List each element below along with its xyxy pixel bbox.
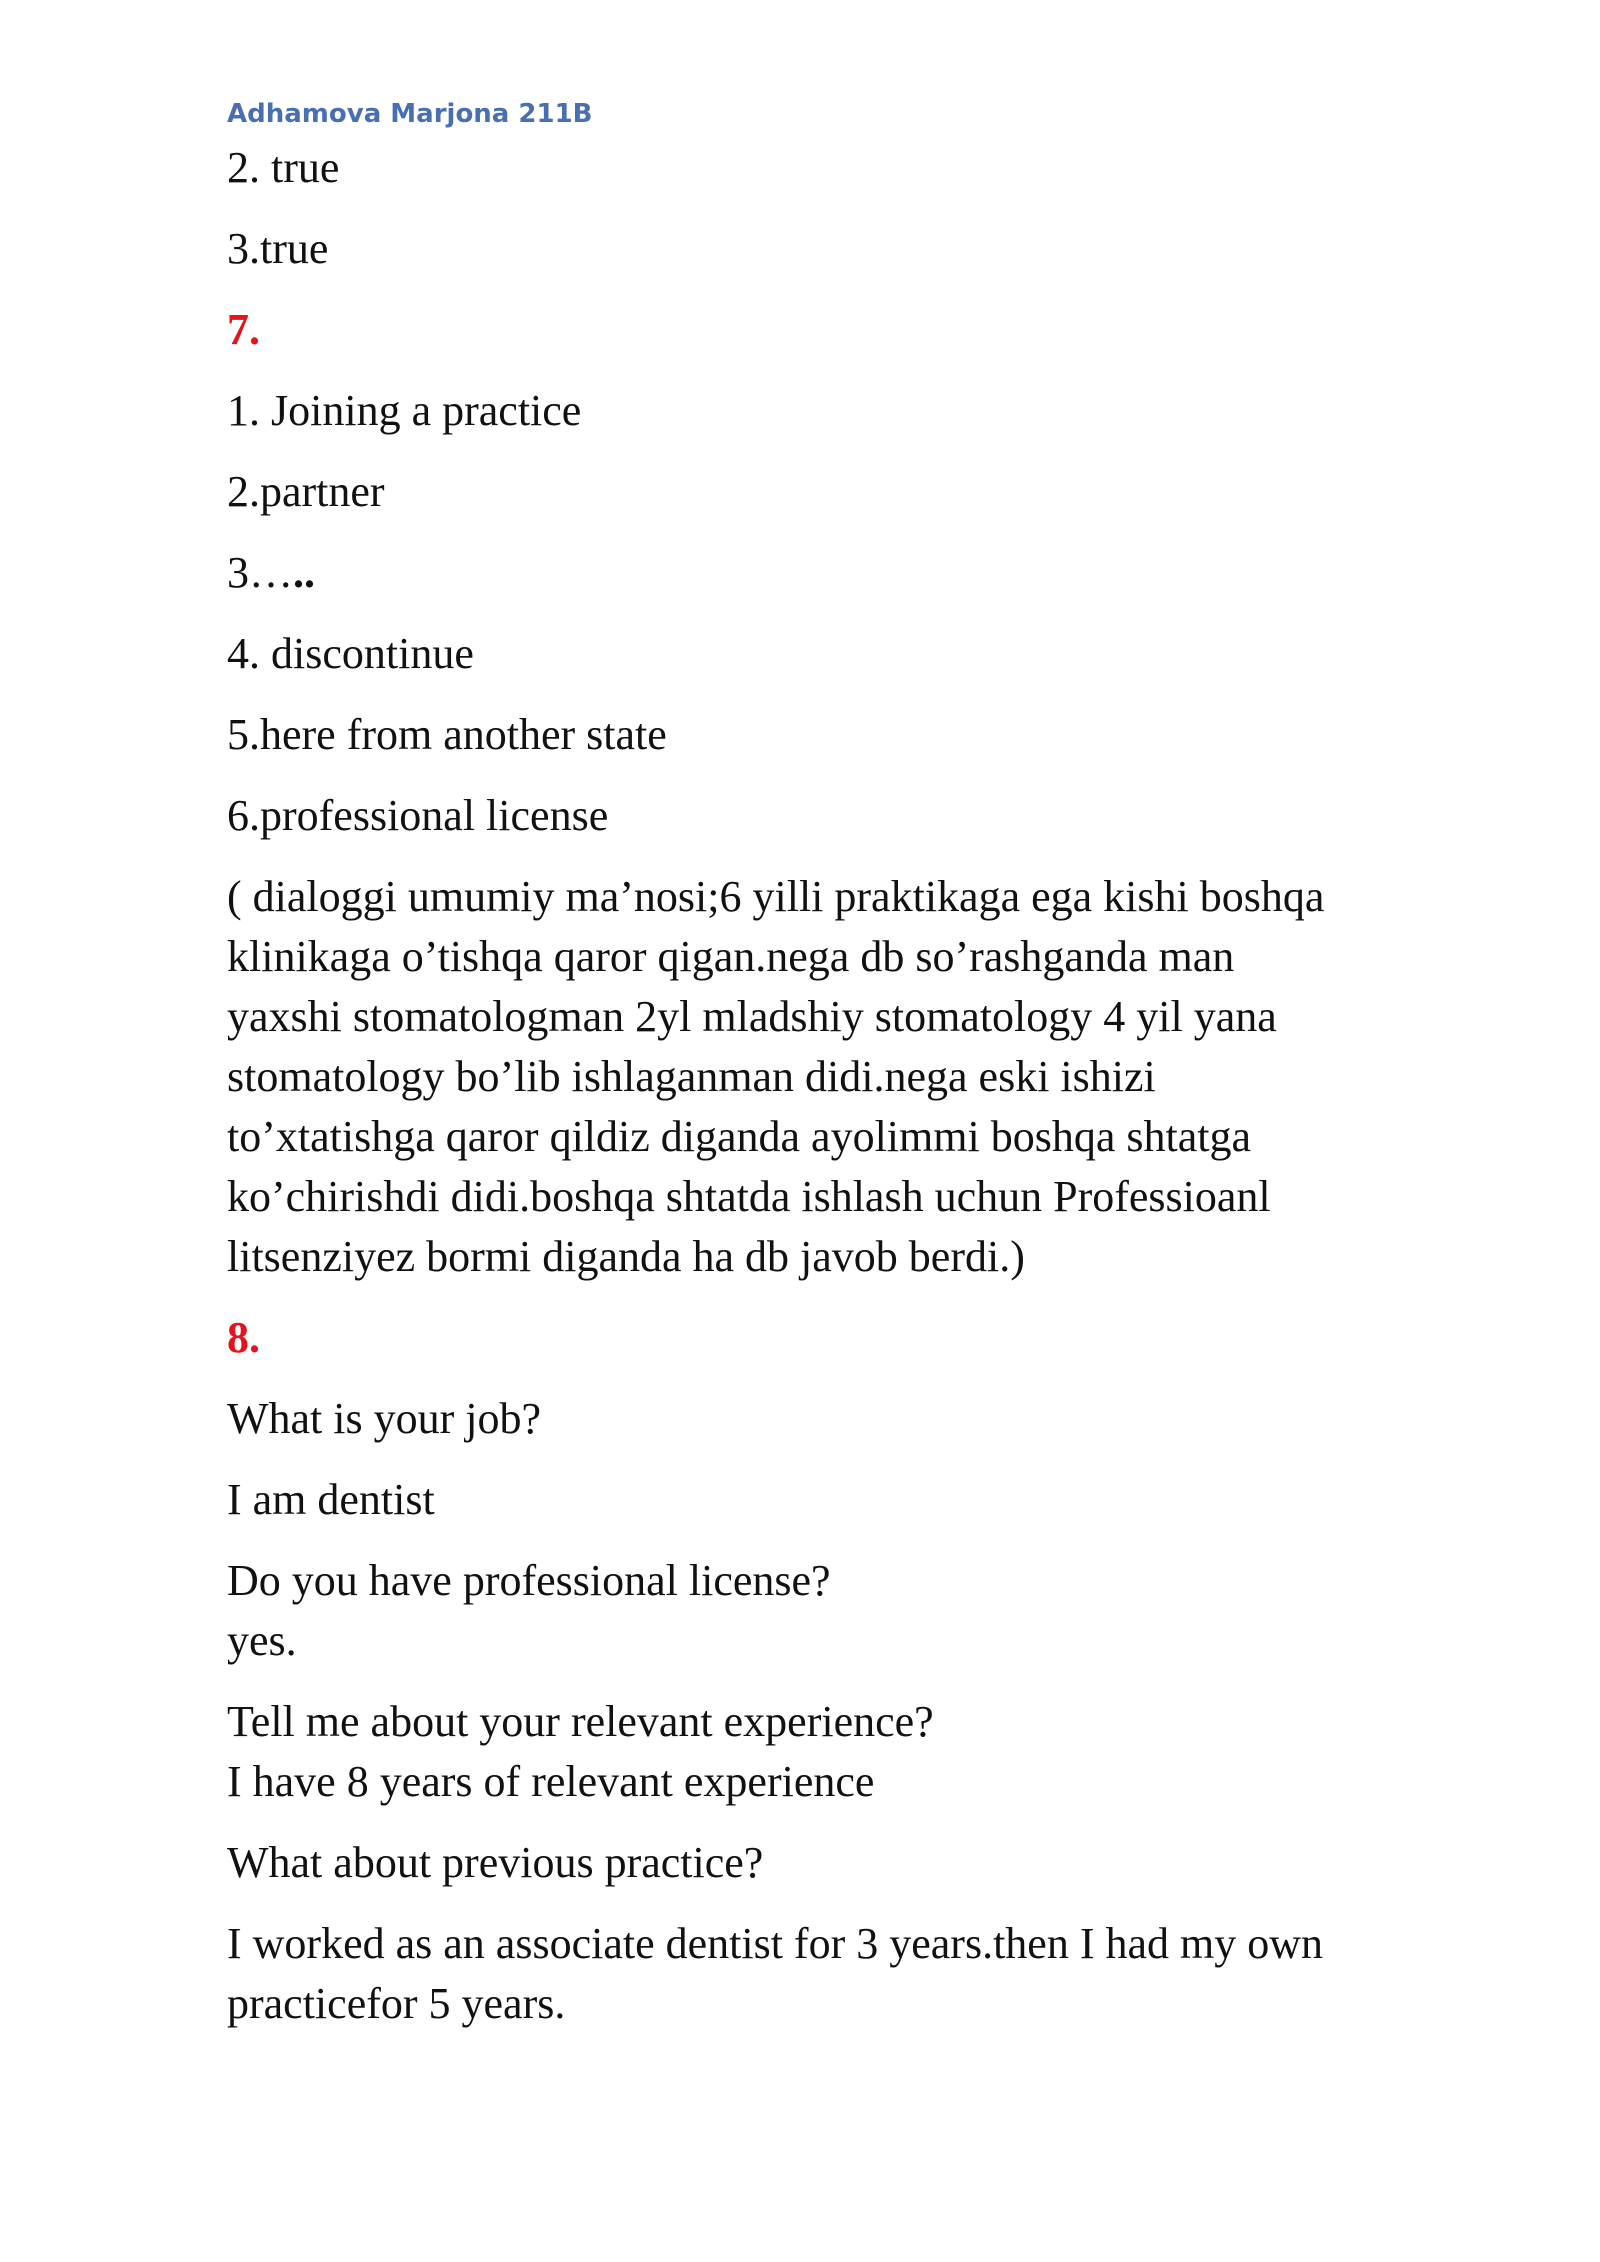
answer-item-3: 3.true (227, 224, 329, 273)
answer-job: I am dentist (227, 1475, 435, 1524)
question-previous-practice: What about previous practice? (227, 1838, 764, 1887)
answer-item-2: 2. true (227, 143, 340, 192)
paragraph-line: ko’chirishdi didi.boshqa shtatda ishlash uchun Professioanl (227, 1172, 1271, 1221)
section-7-item-3 (227, 543, 1467, 603)
section-7-item-1: 1. Joining a practice (227, 386, 582, 435)
qa-experience (227, 1692, 1467, 1812)
paragraph-line: klinikaga o’tishqa qaror qigan.nega db so’rashganda man (227, 932, 1235, 981)
answer-line: I worked as an associate dentist for 3 years.then I had my own (227, 1919, 1324, 1968)
paragraph-line: ( dialoggi umumiy ma’nosi;6 yilli praktikaga ega kishi boshqa (227, 872, 1325, 921)
qa-license (227, 1551, 1467, 1671)
paragraph-line: yaxshi stomatologman 2yl mladshiy stomatology 4 yil yana (227, 992, 1277, 1041)
section-7-item-4: 4. discontinue (227, 629, 474, 678)
paragraph-line: to’xtatishga qaror qildiz diganda ayolimmi boshqa shtatga (227, 1112, 1251, 1161)
section-7-item-2: 2.partner (227, 467, 385, 516)
answer-experience: I have 8 years of relevant experience (227, 1757, 875, 1806)
paragraph-line: stomatology bo’lib ishlaganman didi.nega eski ishizi (227, 1052, 1156, 1101)
answer-line: practicefor 5 years. (227, 1979, 566, 2028)
question-job: What is your job? (227, 1394, 542, 1443)
section-7-item-5: 5.here from another state (227, 710, 667, 759)
section-7-item-3-prefix: 3… (227, 548, 293, 597)
answer-license: yes. (227, 1616, 297, 1665)
document-page (227, 96, 1467, 2055)
document-header: Adhamova Marjona 211B (227, 99, 593, 129)
answer-previous-practice (227, 1914, 1467, 2034)
question-experience: Tell me about your relevant experience? (227, 1697, 934, 1746)
section-8-heading: 8. (227, 1313, 260, 1362)
section-7-heading: 7. (227, 305, 260, 354)
question-license: Do you have professional license? (227, 1556, 831, 1605)
paragraph-line: litsenziyez bormi diganda ha db javob berdi.) (227, 1232, 1025, 1281)
section-7-item-6: 6.professional license (227, 791, 609, 840)
section-7-item-3-dots: .. (293, 548, 315, 597)
dialogue-summary-paragraph (227, 867, 1467, 1287)
